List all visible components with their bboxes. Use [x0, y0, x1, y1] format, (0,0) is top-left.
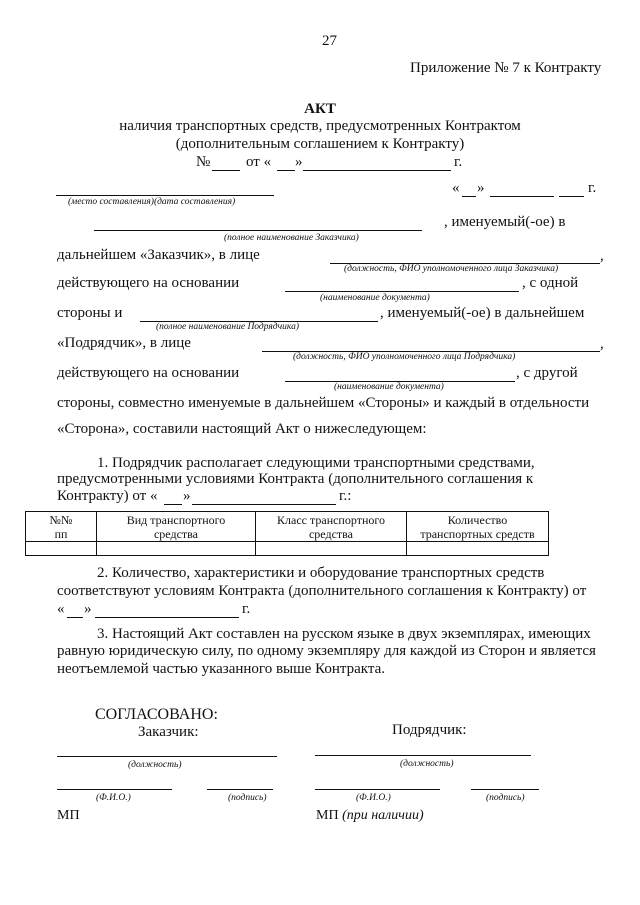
customer-seal: МП	[57, 808, 80, 823]
named-further-text: , именуемый(-ое) в дальнейшем	[380, 305, 585, 321]
date-year-label: г.	[588, 180, 597, 196]
clause-1-line-1: 1. Подрядчик располагает следующими транспортными средствами,	[97, 455, 535, 471]
page-number: 27	[322, 33, 337, 49]
table-cell[interactable]	[97, 542, 256, 556]
header-number: №№ пп	[26, 512, 97, 542]
date-close-quote: »	[477, 180, 485, 196]
clause-2-line-1: 2. Количество, характеристики и оборудование транспортных средств	[97, 565, 545, 581]
party-line: «Сторона», составили настоящий Акт о нижеследующем:	[57, 421, 427, 437]
contractor-fio-caption: (Ф.И.О.)	[356, 793, 391, 803]
customer-position-field[interactable]	[57, 756, 277, 757]
named-as-text: , именуемый(-ое) в	[444, 214, 566, 230]
other-side-text: , с другой	[516, 365, 578, 381]
further-customer-text: дальнейшем «Заказчик», в лице	[57, 247, 260, 263]
customer-name-caption: (полное наименование Заказчика)	[224, 233, 359, 243]
customer-label: Заказчик:	[138, 724, 199, 740]
clause-3-line-2: равную юридическую силу, по одному экземпляру для каждой из Сторон и является	[57, 643, 596, 659]
act-subtitle-2: (дополнительным соглашением к Контракту)	[175, 136, 465, 152]
customer-fio-caption: (Ф.И.О.)	[96, 793, 131, 803]
header-vehicle-type: Вид транспортного средства	[97, 512, 256, 542]
agreed-label: СОГЛАСОВАНО:	[95, 706, 218, 723]
header-vehicle-count: Количество транспортных средств	[407, 512, 549, 542]
act-title: АКТ	[304, 101, 336, 117]
vehicles-table	[25, 511, 549, 556]
clause-3-line-3: неотъемлемой частью указанного выше Контракта.	[57, 661, 385, 677]
clause-1-line-2: предусмотренными условиями Контракта (дополнительного соглашения к	[57, 471, 534, 487]
contractor-fio-field[interactable]	[315, 789, 440, 790]
document-2-caption: (наименование документа)	[334, 382, 444, 392]
appendix-heading: Приложение № 7 к Контракту	[410, 60, 602, 76]
customer-fio-field[interactable]	[57, 789, 172, 790]
customer-signature-field[interactable]	[207, 789, 273, 790]
contractor-label-text: «Подрядчик», в лице	[57, 335, 191, 351]
table-row[interactable]	[26, 542, 549, 556]
acting-on-2-text: действующего на основании	[57, 365, 240, 381]
date-open-quote: «	[452, 180, 460, 196]
table-cell[interactable]	[256, 542, 407, 556]
place-date-caption: (место составления)(дата составления)	[68, 197, 236, 207]
contractor-seal: МП (при наличии)	[316, 808, 424, 823]
clause-2-line-2: соответствуют условиям Контракта (дополнительного соглашения к Контракту) от	[57, 583, 587, 599]
act-subtitle-1: наличия транспортных средств, предусмотренных Контрактом	[119, 118, 521, 134]
table-cell[interactable]	[407, 542, 549, 556]
contractor-signature-caption: (подпись)	[486, 793, 525, 803]
customer-signature-caption: (подпись)	[228, 793, 267, 803]
document-1-caption: (наименование документа)	[320, 293, 430, 303]
one-side-text: , с одной	[522, 275, 579, 291]
contractor-name-caption: (полное наименование Подрядчика)	[156, 322, 299, 332]
sides-line: стороны, совместно именуемые в дальнейшем «Стороны» и каждый в отдельности	[57, 395, 590, 411]
contractor-person-caption: (должность, ФИО уполномоченного лица Подрядчика)	[293, 352, 516, 362]
table-cell[interactable]	[26, 542, 97, 556]
contractor-label: Подрядчик:	[392, 722, 467, 738]
customer-person-caption: (должность, ФИО уполномоченного лица Заказчика)	[344, 264, 559, 274]
clause-3-line-1: 3. Настоящий Акт составлен на русском языке в двух экземплярах, имеющих	[97, 626, 591, 642]
place-date-field[interactable]	[56, 195, 274, 196]
document-1-field[interactable]	[285, 291, 519, 292]
contractor-position-caption: (должность)	[400, 759, 454, 769]
header-vehicle-class: Класс транспортного средства	[256, 512, 407, 542]
customer-position-caption: (должность)	[128, 760, 182, 770]
contractor-position-field[interactable]	[315, 755, 531, 756]
acting-on-text: действующего на основании	[57, 275, 240, 291]
contractor-signature-field[interactable]	[471, 789, 539, 790]
date-month-field[interactable]	[490, 196, 554, 197]
table-header-row	[26, 512, 549, 542]
sides-and-text: стороны и	[57, 305, 123, 321]
customer-name-field[interactable]	[94, 230, 422, 231]
date-year-field[interactable]	[559, 196, 584, 197]
